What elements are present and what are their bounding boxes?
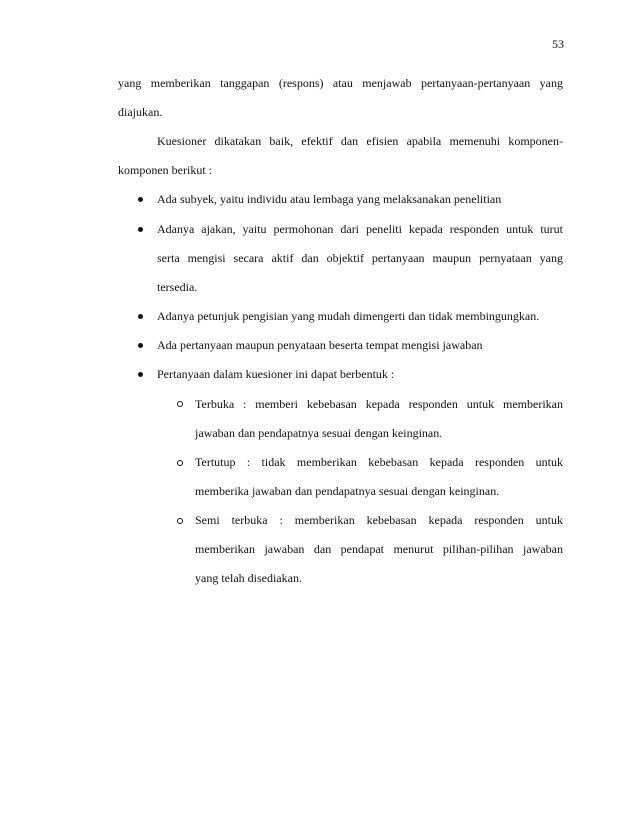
sub-item-2-line-1: Tertutup : tidak memberikan kebebasan kepada responden untuk: [195, 455, 563, 469]
bullet-icon: [138, 227, 143, 232]
paragraph-line-2: komponen berikut :: [118, 163, 212, 177]
bullet-5-line-1: Pertanyaan dalam kuesioner ini dapat berbentuk :: [157, 367, 395, 381]
sub-item-2-line-2: memberika jawaban dan pendapatnya sesuai dengan keinginan.: [195, 484, 500, 498]
bullet-2-line-1: Adanya ajakan, yaitu permohonan dari peneliti kepada responden untuk turut: [157, 222, 563, 236]
intro-line-2: diajukan.: [118, 105, 163, 119]
sub-item-1-line-1: Terbuka : memberi kebebasan kepada responden untuk memberikan: [195, 397, 563, 411]
bullet-2-line-2: serta mengisi secara aktif dan objektif pertanyaan maupun pernyataan yang: [157, 251, 563, 265]
bullet-1-line-1: Ada subyek, yaitu individu atau lembaga yang melaksanakan penelitian: [157, 192, 502, 206]
sub-item-3-line-1: Semi terbuka : memberikan kebebasan kepada responden untuk: [195, 513, 563, 527]
paragraph-line-1: Kuesioner dikatakan baik, efektif dan efisien apabila memenuhi komponen-: [157, 134, 563, 148]
circle-bullet-icon: [177, 460, 183, 466]
bullet-2-line-3: tersedia.: [157, 280, 198, 294]
bullet-icon: [138, 197, 143, 202]
circle-bullet-icon: [177, 401, 183, 407]
bullet-icon: [138, 343, 143, 348]
sub-item-1-line-2: jawaban dan pendapatnya sesuai dengan keinginan.: [195, 426, 443, 440]
sub-item-3-line-3: yang telah disediakan.: [195, 571, 302, 585]
page-number: 53: [552, 37, 564, 51]
bullet-4-line-1: Ada pertanyaan maupun penyataan beserta tempat mengisi jawaban: [157, 338, 483, 352]
sub-item-3-line-2: memberikan jawaban dan pendapat menurut pilihan-pilihan jawaban: [195, 542, 563, 556]
intro-line-1: yang memberikan tanggapan (respons) atau menjawab pertanyaan-pertanyaan yang: [118, 76, 563, 90]
bullet-icon: [138, 314, 143, 319]
circle-bullet-icon: [177, 518, 183, 524]
bullet-3-line-1: Adanya petunjuk pengisian yang mudah dimengerti dan tidak membingungkan.: [157, 309, 540, 323]
bullet-icon: [138, 372, 143, 377]
